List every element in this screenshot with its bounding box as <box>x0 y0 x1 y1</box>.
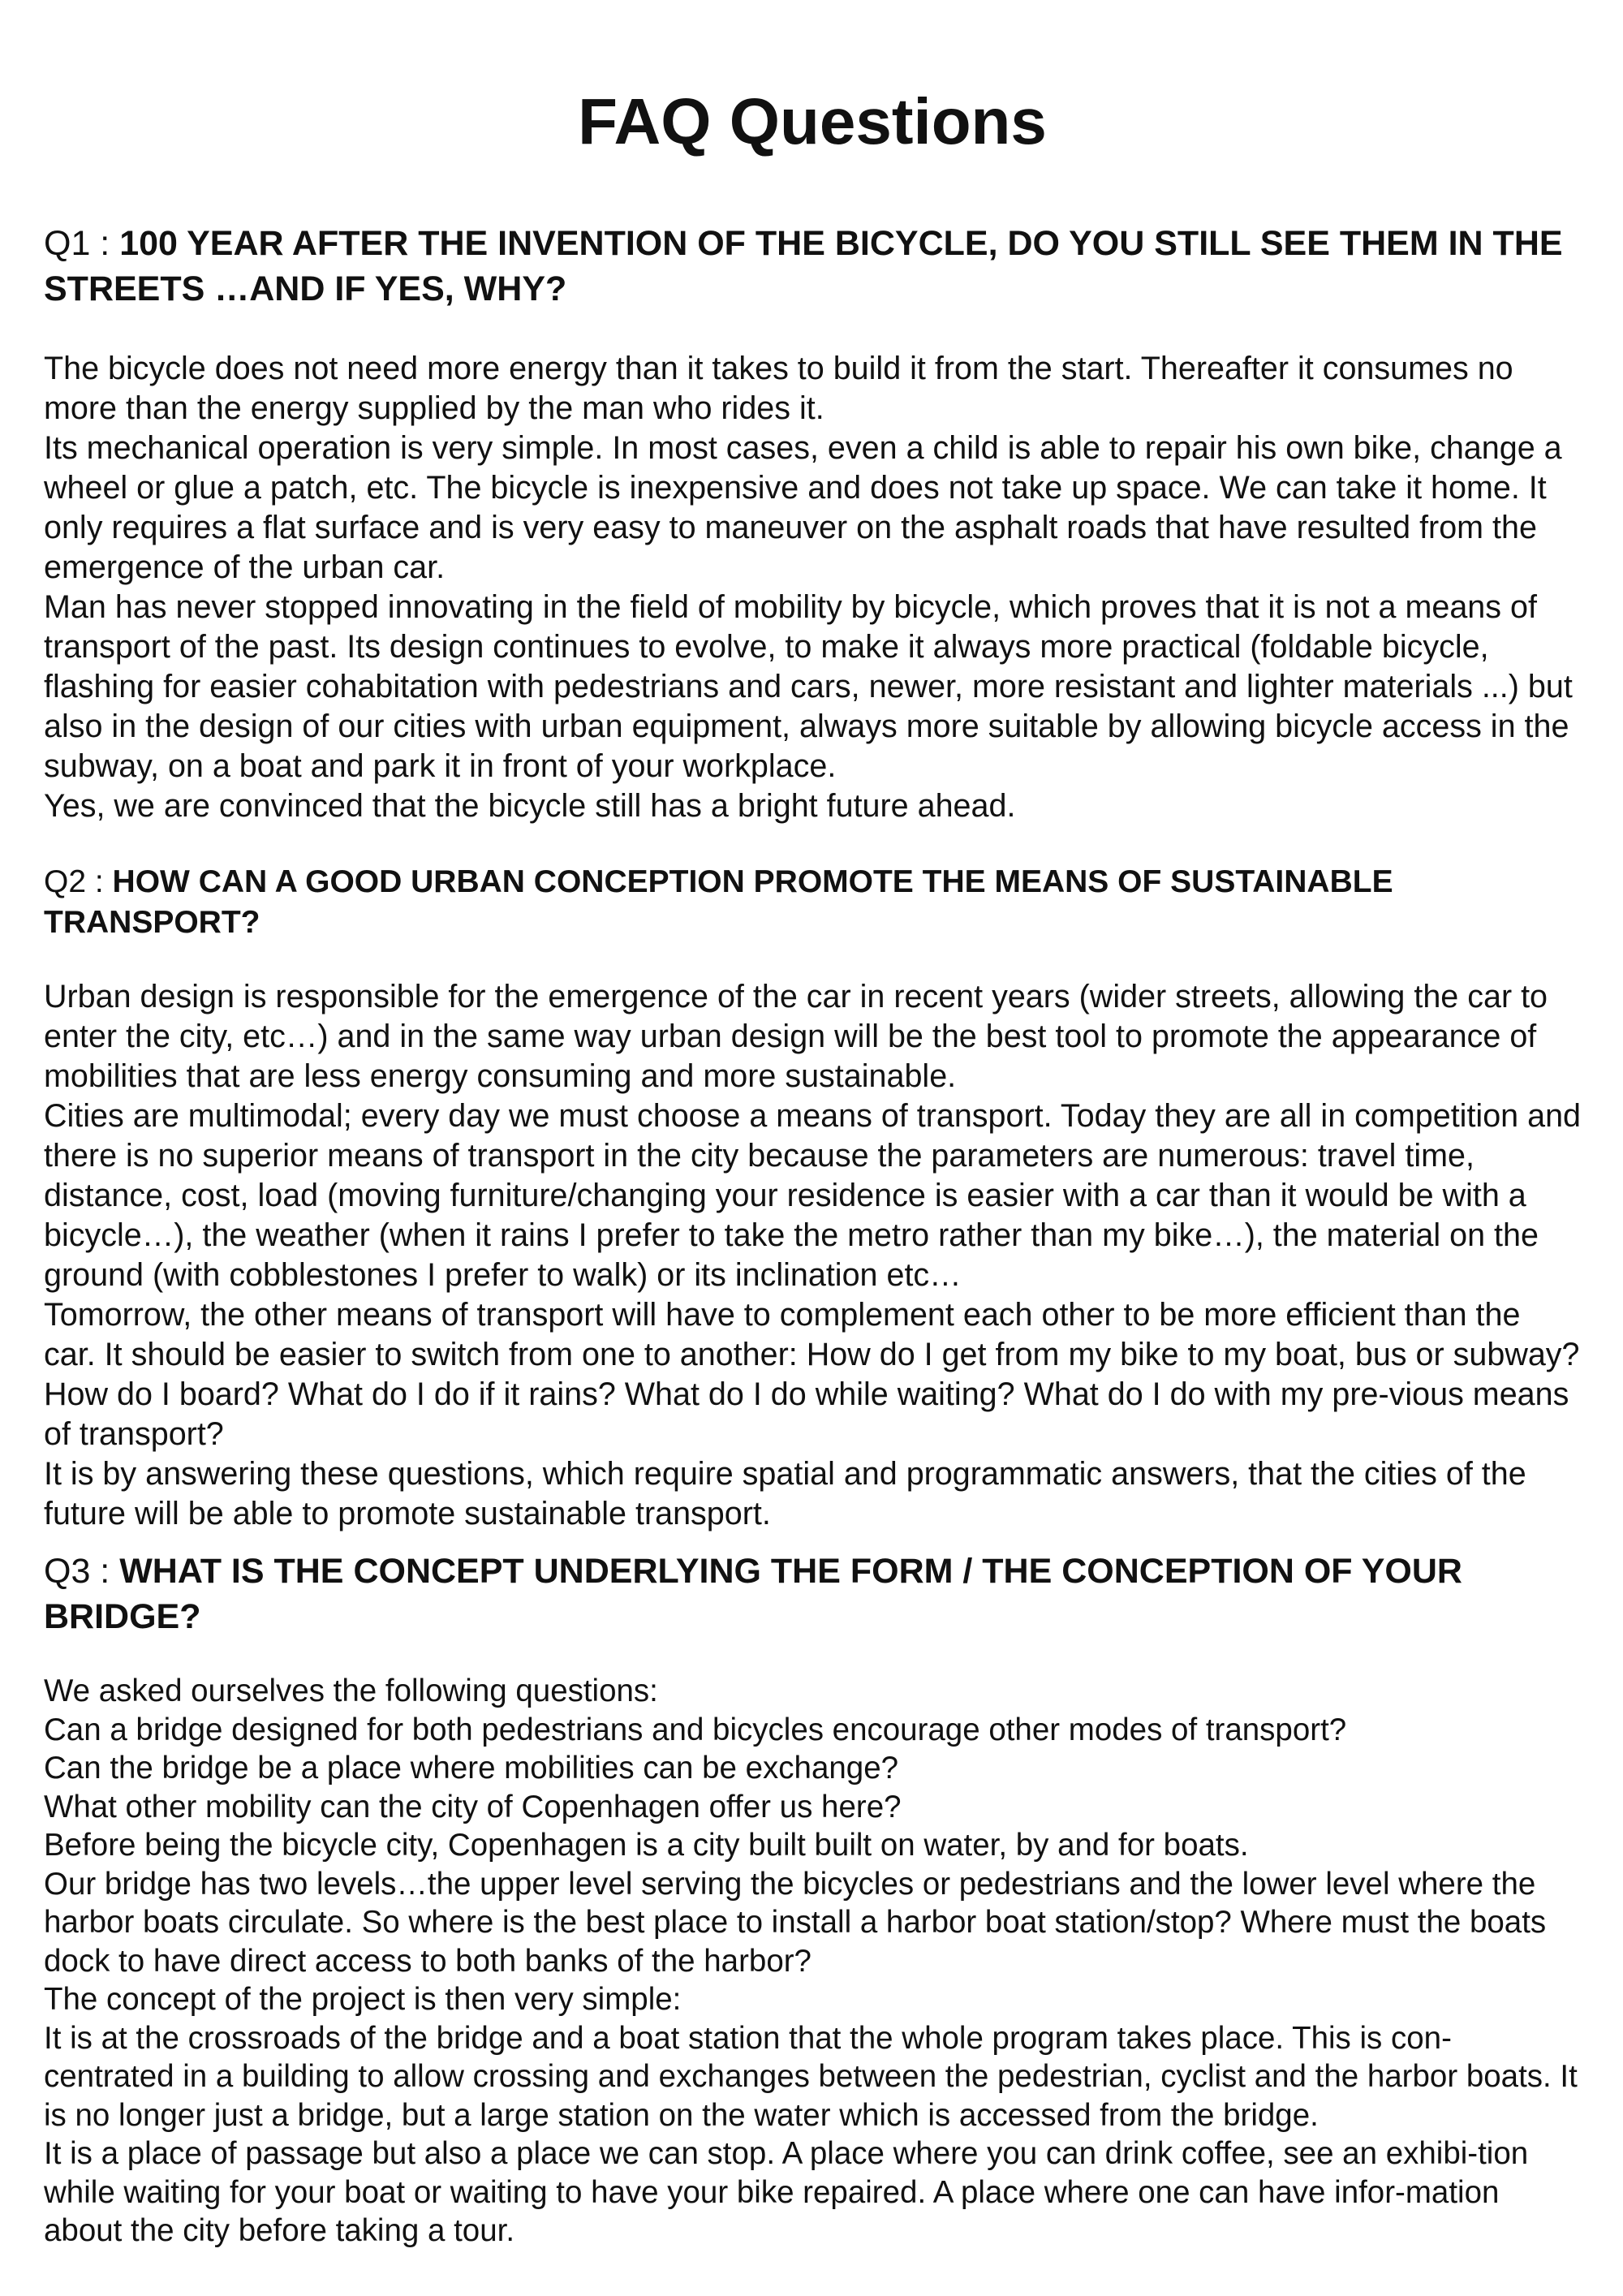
question-text: WHAT IS THE CONCEPT UNDERLYING THE FORM / THE CONCEPTION OF YOUR BRIDGE? <box>44 1552 1462 1636</box>
answer-paragraph: Cities are multimodal; every day we must choose a means of transport. Today they are all in competition and there is no superior means of transport in the city because the parameters are numerous: travel time, distance, cost, load (moving furniture/changing your residence is easier with a car than it would be with a bicycle…), the weather (when it rains I prefer to take the metro rather than my bike…), the material on the ground (with cobblestones I prefer to walk) or its inclination etc… <box>44 1098 1582 1293</box>
question-number: Q3 : <box>44 1552 120 1591</box>
answer-paragraph: It is by answering these questions, which require spatial and programmatic answers, that the cities of the future will be able to promote sustainable transport. <box>44 1456 1526 1531</box>
question-text: HOW CAN A GOOD URBAN CONCEPTION PROMOTE THE MEANS OF SUSTAINABLE TRANSPORT? <box>44 864 1393 940</box>
answer-paragraph: Can a bridge designed for both pedestrians and bicycles encourage other modes of transport? <box>44 1712 1347 1747</box>
answer-paragraph: The concept of the project is then very simple: <box>44 1982 682 2017</box>
question-text: 100 YEAR AFTER THE INVENTION OF THE BICYCLE, DO YOU STILL SEE THEM IN THE STREETS …AND IF YES, WHY? <box>44 224 1563 308</box>
answer-paragraph: Before being the bicycle city, Copenhagen is a city built built on water, by and for boats. <box>44 1828 1249 1863</box>
answer-paragraph: What other mobility can the city of Copenhagen offer us here? <box>44 1789 902 1824</box>
answer-paragraph: Our bridge has two levels…the upper level serving the bicycles or pedestrians and the lower level where the harbor boats circulate. So where is the best place to install a harbor boat station/stop? Where must the boats dock to have direct access to both banks of the harbor? <box>44 1866 1547 1979</box>
answer-paragraph: It is at the crossroads of the bridge and a boat station that the whole program takes place. This is con-centrated in a building to allow crossing and exchanges between the pedestrian, cyclist and the harbor boats. It is no longer just a bridge, but a large station on the water which is accessed from the bridge. <box>44 2020 1578 2133</box>
faq-item-q2 <box>44 862 1581 1534</box>
answer-paragraph: Urban design is responsible for the emergence of the car in recent years (wider streets, allowing the car to enter the city, etc…) and in the same way urban design will be the best tool to promote the appearance of mobilities that are less energy consuming and more sustainable. <box>44 979 1548 1094</box>
answer-paragraph: Man has never stopped innovating in the field of mobility by bicycle, which proves that it is not a means of transport of the past. Its design continues to evolve, to make it always more practical (foldable bicycle, flashing for easier cohabitation with pedestrians and cars, newer, more resistant and lighter materials ...) but also in the design of our cities with urban equipment, always more suitable by allowing bicycle access in the subway, on a boat and park it in front of your workplace. <box>44 589 1573 784</box>
faq-question <box>44 1549 1581 1639</box>
answer-paragraph: Tomorrow, the other means of transport will have to complement each other to be more efficient than the car. It should be easier to switch from one to another: How do I get from my bike to my boat, bus or subway? How do I board? What do I do if it rains? What do I do while waiting? What do I do with my pre-vious means of transport? <box>44 1297 1580 1452</box>
faq-answer <box>44 1672 1581 2251</box>
answer-paragraph: Its mechanical operation is very simple. In most cases, even a child is able to repair his own bike, change a wheel or glue a patch, etc. The bicycle is inexpensive and does not take up space. We can take it home. It only requires a flat surface and is very easy to maneuver on the asphalt roads that have resulted from the emergence of the urban car. <box>44 430 1562 585</box>
answer-paragraph: It is a place of passage but also a place we can stop. A place where you can drink coffee, see an exhibi-tion while waiting for your boat or waiting to have your bike repaired. A place where one can have infor-mation about the city before taking a tour. <box>44 2136 1529 2248</box>
faq-item-q1 <box>44 221 1581 826</box>
question-number: Q2 : <box>44 864 113 899</box>
page-title: FAQ Questions <box>578 85 1047 157</box>
answer-paragraph: Yes, we are convinced that the bicycle still has a bright future ahead. <box>44 788 1016 824</box>
answer-paragraph: We asked ourselves the following questions: <box>44 1674 658 1708</box>
faq-question <box>44 221 1581 312</box>
faq-question <box>44 862 1581 943</box>
faq-answer <box>44 977 1581 1534</box>
answer-paragraph: The bicycle does not need more energy than it takes to build it from the start. Thereafter it consumes no more than the energy supplied by the man who rides it. <box>44 351 1513 426</box>
question-number: Q1 : <box>44 224 120 263</box>
answer-paragraph: Can the bridge be a place where mobilities can be exchange? <box>44 1751 899 1786</box>
faq-answer <box>44 349 1581 826</box>
faq-item-q3 <box>44 1549 1581 2251</box>
